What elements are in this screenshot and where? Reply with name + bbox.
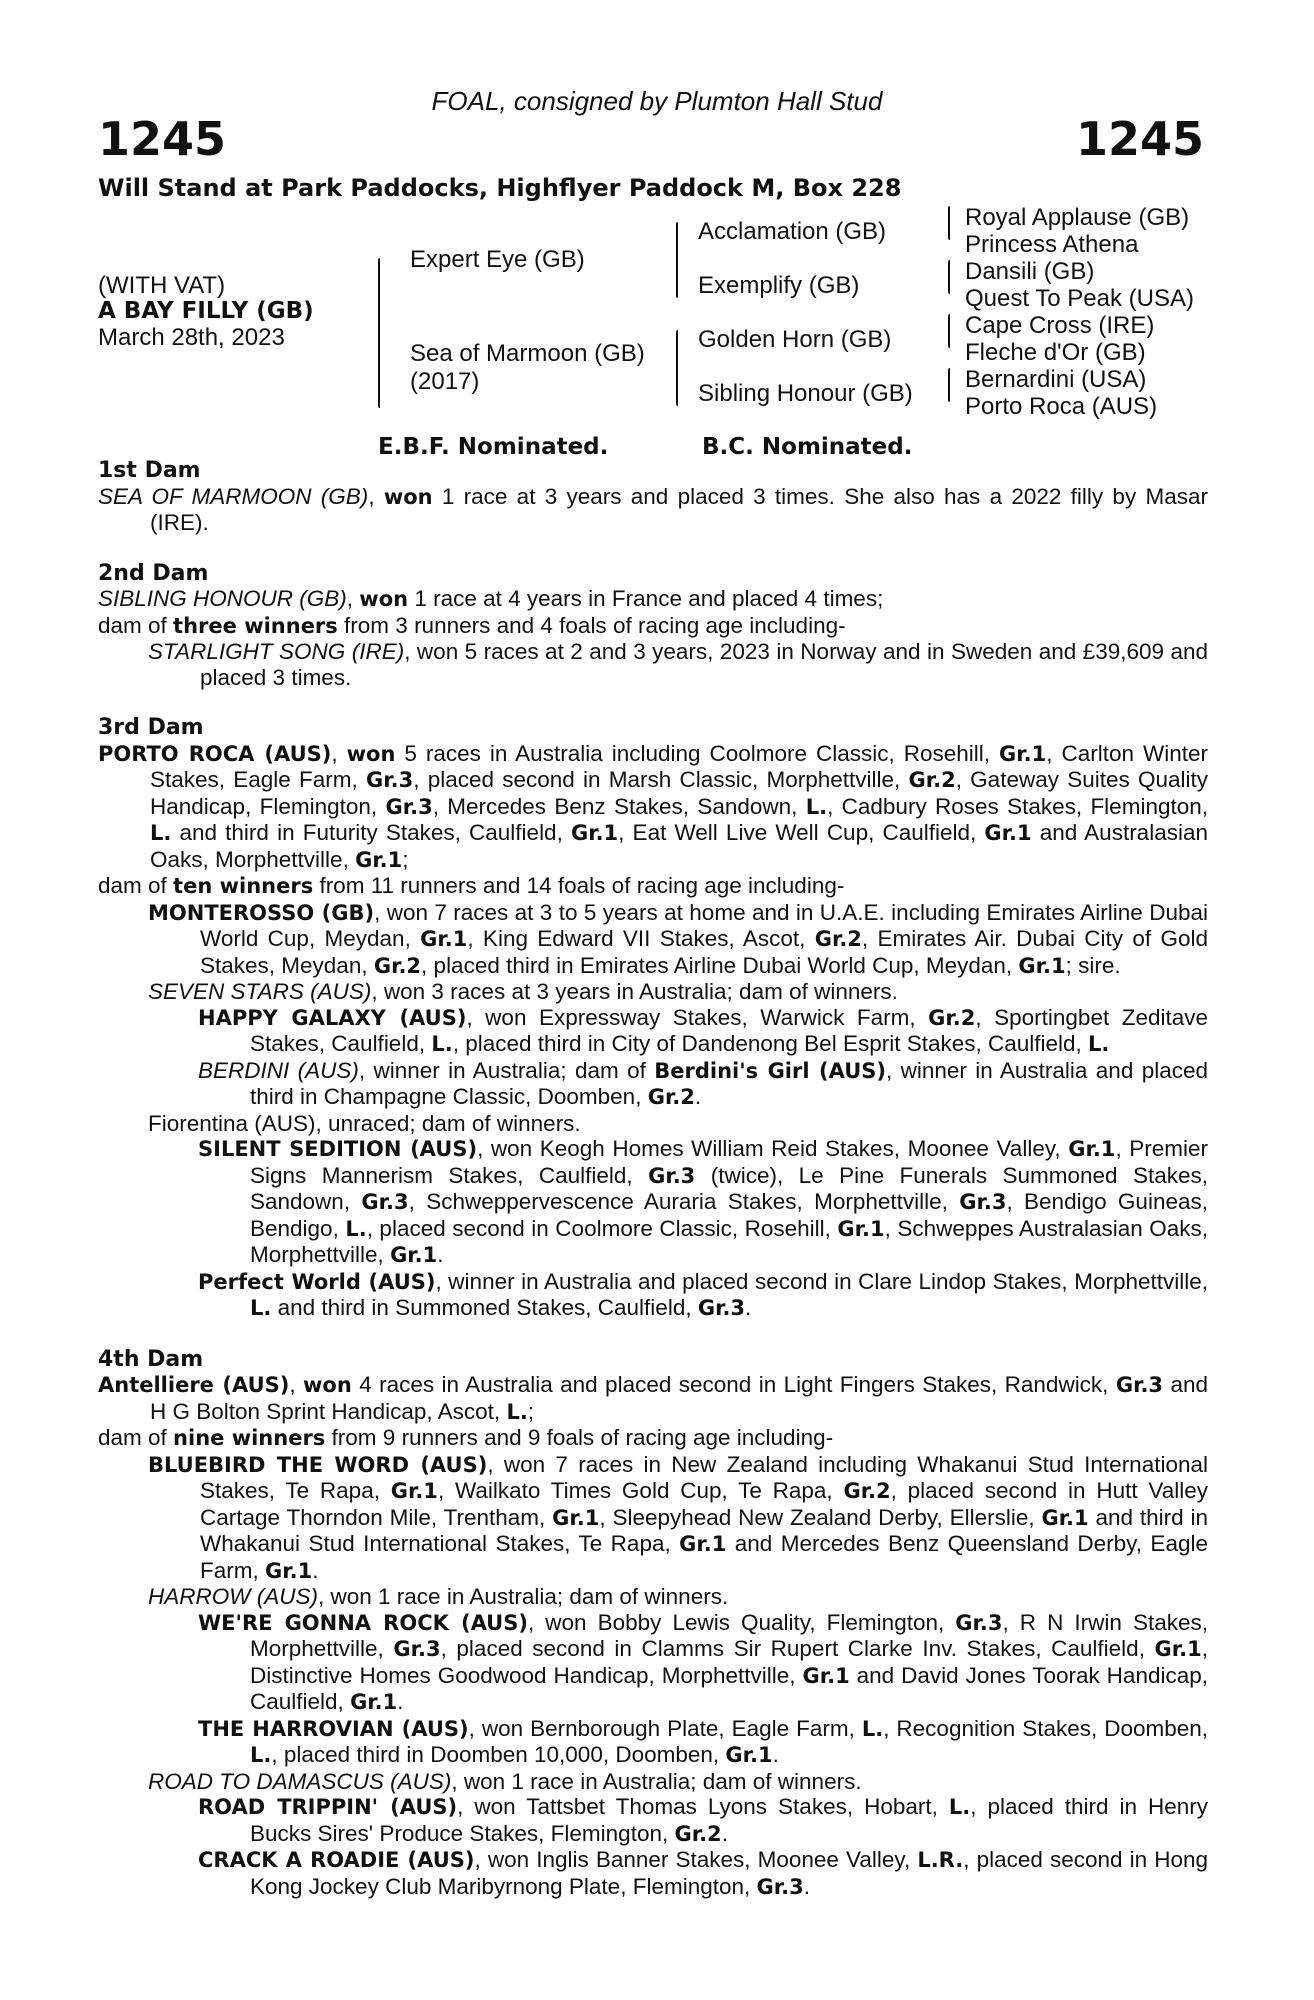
- text-run: , placed second in Hutt Valley Cartage Thorndon Mile, Trentham,: [200, 1478, 1208, 1530]
- bold-text-run: CRACK A ROADIE (AUS): [198, 1848, 475, 1872]
- brace-ss: [948, 206, 950, 240]
- text-run: , Schweppervescence Auraria Stakes, Morphettville,: [408, 1189, 960, 1214]
- bold-text-run: Gr.2: [843, 1479, 891, 1503]
- text-run: , Sleepyhead New Zealand Derby, Ellerslie,: [599, 1504, 1042, 1530]
- produce-record: [98, 458, 1208, 1900]
- bold-text-run: won: [303, 1373, 352, 1397]
- text-run: , placed third in Henry Bucks Sires' Produce Stakes, Flemington,: [250, 1794, 1208, 1846]
- third-dam-grandfoal: [98, 1005, 1208, 1058]
- consignor-line: FOAL, consigned by Plumton Hall Stud: [431, 86, 883, 116]
- brace-sire: [676, 222, 678, 298]
- text-run: , placed third in Doomben 10,000, Doomben,: [271, 1742, 726, 1767]
- bold-text-run: Gr.1: [837, 1216, 885, 1241]
- brace-sd: [948, 260, 950, 294]
- text-run: Fiorentina (AUS), unraced; dam of winners.: [148, 1110, 581, 1136]
- sire-sire-dam: Princess Athena: [965, 231, 1139, 258]
- text-run: , Carlton Winter Stakes, Eagle Farm,: [150, 740, 1208, 792]
- vat-note: (WITH VAT): [98, 272, 226, 299]
- fourth-dam-grandfoal: [98, 1794, 1208, 1847]
- bold-text-run: won: [346, 741, 396, 766]
- text-run: , Gateway Suites Quality Handicap, Flemington,: [150, 767, 1208, 819]
- text-run: , Sportingbet Zeditave Stakes, Caulfield,: [250, 1004, 1208, 1056]
- bold-text-run: Gr.2: [373, 953, 422, 978]
- text-run: , won 7 races at 3 to 5 years at home and in U.A.E. including Emirates Airline Dubai World Cup, Meydan,: [200, 899, 1208, 951]
- text-run: , placed third in City of Dandenong Bel Esprit Stakes, Caulfield,: [452, 1031, 1089, 1056]
- bold-text-run: L.R.: [917, 1848, 964, 1872]
- text-run: , won Bobby Lewis Quality, Flemington,: [527, 1609, 956, 1635]
- text-run: , won Expressway Stakes, Warwick Farm,: [466, 1004, 929, 1030]
- text-run: ,: [289, 1372, 304, 1397]
- third-dam-produce: [98, 873, 1208, 900]
- text-run: , won 5 races at 2 and 3 years, 2023 in Norway and in Sweden and £39,609 and placed 3 times.: [200, 639, 1208, 690]
- text-run: , Eat Well Live Well Cup, Caulfield,: [618, 820, 985, 845]
- bold-text-run: won: [359, 587, 409, 611]
- bold-text-run: PORTO ROCA (AUS): [98, 741, 332, 766]
- text-run: and H G Bolton Sprint Handicap, Ascot,: [150, 1372, 1208, 1424]
- bold-text-run: BLUEBIRD THE WORD (AUS): [148, 1452, 488, 1477]
- text-run: , won Keogh Homes William Reid Stakes, Moonee Valley,: [477, 1136, 1069, 1161]
- bold-text-run: Gr.3: [385, 794, 433, 819]
- dam-dam-dam: Porto Roca (AUS): [965, 393, 1158, 420]
- third-dam-foal: [98, 1111, 1208, 1137]
- text-run: .: [397, 1689, 404, 1714]
- bold-text-run: SILENT SEDITION (AUS): [198, 1137, 478, 1161]
- brace-dam: [676, 330, 678, 406]
- text-run: , won 3 races at 3 years in Australia; dam of winners.: [371, 979, 898, 1004]
- text-run: 4 races in Australia and placed second in Light Fingers Stakes, Randwick,: [351, 1372, 1116, 1397]
- bold-text-run: HAPPY GALAXY (AUS): [198, 1005, 467, 1030]
- bold-text-run: Gr.1: [570, 821, 619, 845]
- text-run: ;: [527, 1398, 535, 1424]
- dam-year: (2017): [410, 368, 480, 395]
- third-dam-text: [98, 741, 1208, 874]
- brace-dd: [948, 368, 950, 402]
- text-run: , won Bernborough Plate, Eagle Farm,: [468, 1715, 862, 1741]
- text-run: , won Inglis Banner Stakes, Moonee Valley,: [474, 1847, 918, 1872]
- dam-sire-dam: Fleche d'Or (GB): [965, 339, 1146, 366]
- text-run: , R N Irwin Stakes, Morphettville,: [250, 1609, 1208, 1661]
- bold-text-run: Gr.1: [679, 1532, 727, 1556]
- bold-text-run: ten winners: [173, 874, 314, 898]
- fourth-dam-foal: [98, 1584, 1208, 1610]
- text-run: , won 1 race in Australia; dam of winners.: [318, 1584, 729, 1609]
- horse-name: A BAY FILLY (GB): [98, 298, 314, 324]
- bold-text-run: Gr.1: [265, 1558, 313, 1583]
- fourth-dam-grandfoal: [98, 1716, 1208, 1769]
- dam-sire: Golden Horn (GB): [698, 326, 892, 353]
- text-run: from 3 runners and 4 foals of racing age including-: [337, 612, 846, 638]
- text-run: , Mercedes Benz Stakes, Sandown,: [432, 793, 806, 819]
- bold-text-run: Perfect World (AUS): [198, 1269, 436, 1294]
- fourth-dam-foal: [98, 1452, 1208, 1585]
- text-run: , won 7 races in New Zealand including Whakanui Stud International Stakes, Te Rapa,: [200, 1451, 1208, 1503]
- text-run: and third in Futurity Stakes, Caulfield,: [171, 820, 571, 845]
- text-run: ;: [402, 846, 409, 872]
- text-run: , Bendigo Guineas, Bendigo,: [250, 1189, 1208, 1241]
- bold-text-run: WE'RE GONNA ROCK (AUS): [198, 1610, 528, 1635]
- bold-text-run: L.: [345, 1216, 367, 1241]
- sire-dam-dam: Quest To Peak (USA): [965, 285, 1194, 312]
- italic-text-run: HARROW (AUS): [148, 1584, 318, 1609]
- text-run: , placed third in Emirates Airline Dubai World Cup, Meydan,: [421, 952, 1019, 978]
- bold-text-run: L.: [805, 794, 828, 819]
- bold-text-run: ROAD TRIPPIN' (AUS): [198, 1795, 458, 1819]
- text-run: ,: [346, 586, 360, 611]
- text-run: , King Edward VII Stakes, Ascot,: [467, 926, 815, 951]
- italic-text-run: SEVEN STARS (AUS): [148, 979, 372, 1004]
- third-dam-heading: 3rd Dam: [98, 715, 204, 740]
- fourth-dam-text: [98, 1372, 1208, 1425]
- bold-text-run: Gr.2: [647, 1085, 695, 1109]
- text-run: .: [803, 1873, 810, 1899]
- bold-text-run: Gr.1: [1041, 1505, 1089, 1530]
- text-run: 5 races in Australia including Coolmore Classic, Rosehill,: [395, 740, 1000, 766]
- bold-text-run: Gr.1: [390, 1243, 438, 1267]
- text-run: ,: [331, 740, 347, 766]
- bold-text-run: L.: [431, 1032, 453, 1056]
- bold-text-run: Gr.1: [1154, 1637, 1202, 1661]
- third-dam-foal: [98, 979, 1208, 1005]
- sire-sire-sire: Royal Applause (GB): [965, 204, 1190, 231]
- dam-dam-sire: Bernardini (USA): [965, 366, 1147, 393]
- text-run: (twice), Le Pine Funerals Summoned Stakes, Sandown,: [250, 1162, 1209, 1214]
- bold-text-run: Gr.1: [1018, 953, 1066, 978]
- first-dam-heading: 1st Dam: [98, 458, 201, 483]
- ebf-nominated: E.B.F. Nominated.: [378, 434, 609, 460]
- text-run: .: [772, 1742, 779, 1767]
- italic-text-run: ROAD TO DAMASCUS (AUS): [148, 1768, 452, 1794]
- text-run: , won Tattsbet Thomas Lyons Stakes, Hobart,: [457, 1794, 949, 1819]
- text-run: and third in Summoned Stakes, Caulfield,: [271, 1295, 698, 1320]
- bold-text-run: Gr.2: [928, 1005, 976, 1030]
- bc-nominated: B.C. Nominated.: [702, 434, 913, 460]
- text-run: , Premier Signs Mannerism Stakes, Caulfield,: [250, 1136, 1209, 1188]
- bold-text-run: L.: [948, 1795, 971, 1819]
- sire-name: Expert Eye (GB): [410, 246, 585, 273]
- text-run: .: [745, 1295, 752, 1320]
- text-run: , Cadbury Roses Stakes, Flemington,: [827, 793, 1208, 819]
- text-run: from 11 runners and 14 foals of racing age including-: [313, 873, 845, 898]
- text-run: .: [437, 1242, 444, 1267]
- bold-text-run: Gr.1: [390, 1479, 438, 1503]
- bold-text-run: Gr.2: [908, 768, 956, 792]
- fourth-dam-foal: [98, 1769, 1208, 1795]
- text-run: , winner in Australia and placed second in Clare Lindop Stakes, Morphettville,: [435, 1268, 1209, 1294]
- bold-text-run: Gr.1: [984, 821, 1032, 845]
- bold-text-run: Gr.1: [552, 1505, 600, 1530]
- bold-text-run: Gr.1: [1068, 1137, 1116, 1161]
- third-dam-grandfoal: [98, 1269, 1208, 1322]
- bold-text-run: Gr.3: [366, 768, 414, 792]
- bold-text-run: Gr.3: [648, 1163, 696, 1188]
- bold-text-run: Gr.1: [350, 1690, 398, 1714]
- fourth-dam-grandfoal: [98, 1610, 1208, 1716]
- italic-text-run: SEA OF MARMOON (GB): [98, 483, 369, 509]
- third-dam-foal: [98, 900, 1208, 980]
- text-run: , placed second in Coolmore Classic, Rosehill,: [366, 1215, 838, 1241]
- bold-text-run: Berdini's Girl (AUS): [654, 1058, 886, 1083]
- bold-text-run: Gr.1: [999, 741, 1047, 766]
- text-run: , Emirates Air. Dubai City of Gold Stakes, Meydan,: [200, 926, 1208, 978]
- text-run: dam of: [98, 873, 174, 898]
- italic-text-run: SIBLING HONOUR (GB): [98, 586, 347, 611]
- bold-text-run: Gr.3: [393, 1637, 441, 1661]
- sire-dam: Exemplify (GB): [698, 272, 860, 299]
- lot-number-left: 1245: [98, 112, 227, 166]
- bold-text-run: Gr.2: [674, 1821, 722, 1846]
- second-dam-text: [98, 586, 1208, 613]
- bold-text-run: THE HARROVIAN (AUS): [198, 1716, 469, 1741]
- text-run: .: [312, 1557, 319, 1583]
- bold-text-run: Antelliere (AUS): [98, 1373, 290, 1397]
- text-run: and David Jones Toorak Handicap, Caulfield,: [250, 1662, 1208, 1714]
- bold-text-run: L.: [506, 1399, 528, 1424]
- brace-gen1: [378, 258, 380, 408]
- lot-number-right: 1245: [1075, 112, 1204, 166]
- first-dam-text: [98, 484, 1208, 536]
- bold-text-run: Gr.3: [1115, 1373, 1164, 1397]
- dam-dam: Sibling Honour (GB): [698, 380, 913, 407]
- bold-text-run: L.: [250, 1296, 272, 1320]
- bold-text-run: Gr.3: [361, 1190, 409, 1214]
- bold-text-run: Gr.1: [725, 1743, 773, 1767]
- bold-text-run: L.: [250, 1743, 272, 1767]
- text-run: , Distinctive Homes Goodwood Handicap, Morphettville,: [250, 1636, 1208, 1688]
- text-run: and Mercedes Benz Queensland Derby, Eagle Farm,: [200, 1531, 1208, 1583]
- text-run: .: [721, 1820, 728, 1846]
- third-dam-grandfoal: [98, 1058, 1208, 1111]
- text-run: , winner in Australia; dam of: [358, 1057, 655, 1083]
- bold-text-run: nine winners: [173, 1426, 326, 1450]
- bold-text-run: Gr.3: [959, 1190, 1007, 1214]
- bold-text-run: L.: [1088, 1032, 1110, 1056]
- text-run: 1 race at 3 years and placed 3 times. She also has a 2022 filly by Masar (IRE).: [150, 483, 1208, 535]
- bold-text-run: MONTEROSSO (GB): [148, 900, 375, 925]
- text-run: 1 race at 4 years in France and placed 4 times;: [408, 586, 884, 611]
- text-run: , Schweppes Australasian Oaks, Morphettville,: [250, 1215, 1209, 1267]
- fourth-dam-produce: [98, 1425, 1208, 1452]
- stand-location: Will Stand at Park Paddocks, Highflyer Paddock M, Box 228: [98, 174, 902, 202]
- dam-name: Sea of Marmoon (GB): [410, 340, 645, 367]
- bold-text-run: Gr.1: [420, 927, 468, 951]
- sire-dam-sire: Dansili (GB): [965, 258, 1095, 285]
- second-dam-produce: [98, 613, 1208, 640]
- bold-text-run: three winners: [173, 613, 338, 638]
- text-run: , Wailkato Times Gold Cup, Te Rapa,: [437, 1478, 844, 1503]
- text-run: ; sire.: [1065, 952, 1121, 978]
- second-dam-heading: 2nd Dam: [98, 560, 209, 586]
- third-dam-grandfoal: [98, 1136, 1208, 1269]
- sire-sire: Acclamation (GB): [698, 218, 887, 245]
- second-dam-foal: [98, 639, 1208, 690]
- bold-text-run: Gr.2: [814, 927, 862, 951]
- foaling-date: March 28th, 2023: [98, 324, 285, 351]
- text-run: , placed second in Marsh Classic, Morphettville,: [413, 767, 909, 792]
- text-run: from 9 runners and 9 foals of racing age including-: [325, 1425, 834, 1450]
- fourth-dam-heading: 4th Dam: [98, 1346, 204, 1372]
- dam-sire-sire: Cape Cross (IRE): [965, 312, 1155, 339]
- italic-text-run: STARLIGHT SONG (IRE): [148, 639, 405, 664]
- italic-text-run: BERDINI (AUS): [198, 1057, 359, 1083]
- text-run: .: [694, 1084, 702, 1109]
- bold-text-run: L.: [150, 821, 172, 845]
- fourth-dam-grandfoal: [98, 1847, 1208, 1900]
- text-run: , won 1 race in Australia; dam of winners.: [451, 1768, 862, 1794]
- bold-text-run: Gr.1: [355, 847, 403, 872]
- text-run: , winner in Australia and placed third in Champagne Classic, Doomben,: [250, 1057, 1209, 1109]
- bold-text-run: Gr.1: [802, 1663, 850, 1688]
- bold-text-run: L.: [861, 1716, 884, 1741]
- bold-text-run: Gr.3: [756, 1874, 804, 1899]
- text-run: dam of: [98, 612, 174, 638]
- bold-text-run: Gr.3: [955, 1610, 1003, 1635]
- text-run: , Recognition Stakes, Doomben,: [883, 1715, 1209, 1741]
- text-run: dam of: [98, 1425, 174, 1450]
- text-run: , placed second in Clamms Sir Rupert Clarke Inv. Stakes, Caulfield,: [440, 1636, 1155, 1661]
- bold-text-run: won: [383, 484, 433, 509]
- text-run: ,: [368, 483, 384, 509]
- text-run: and third in Whakanui Stud International Stakes, Te Rapa,: [200, 1504, 1209, 1556]
- bold-text-run: Gr.3: [697, 1296, 746, 1320]
- text-run: , placed second in Hong Kong Jockey Club Maribyrnong Plate, Flemington,: [250, 1847, 1208, 1899]
- text-run: and Australasian Oaks, Morphettville,: [150, 820, 1208, 872]
- brace-ds: [948, 314, 950, 348]
